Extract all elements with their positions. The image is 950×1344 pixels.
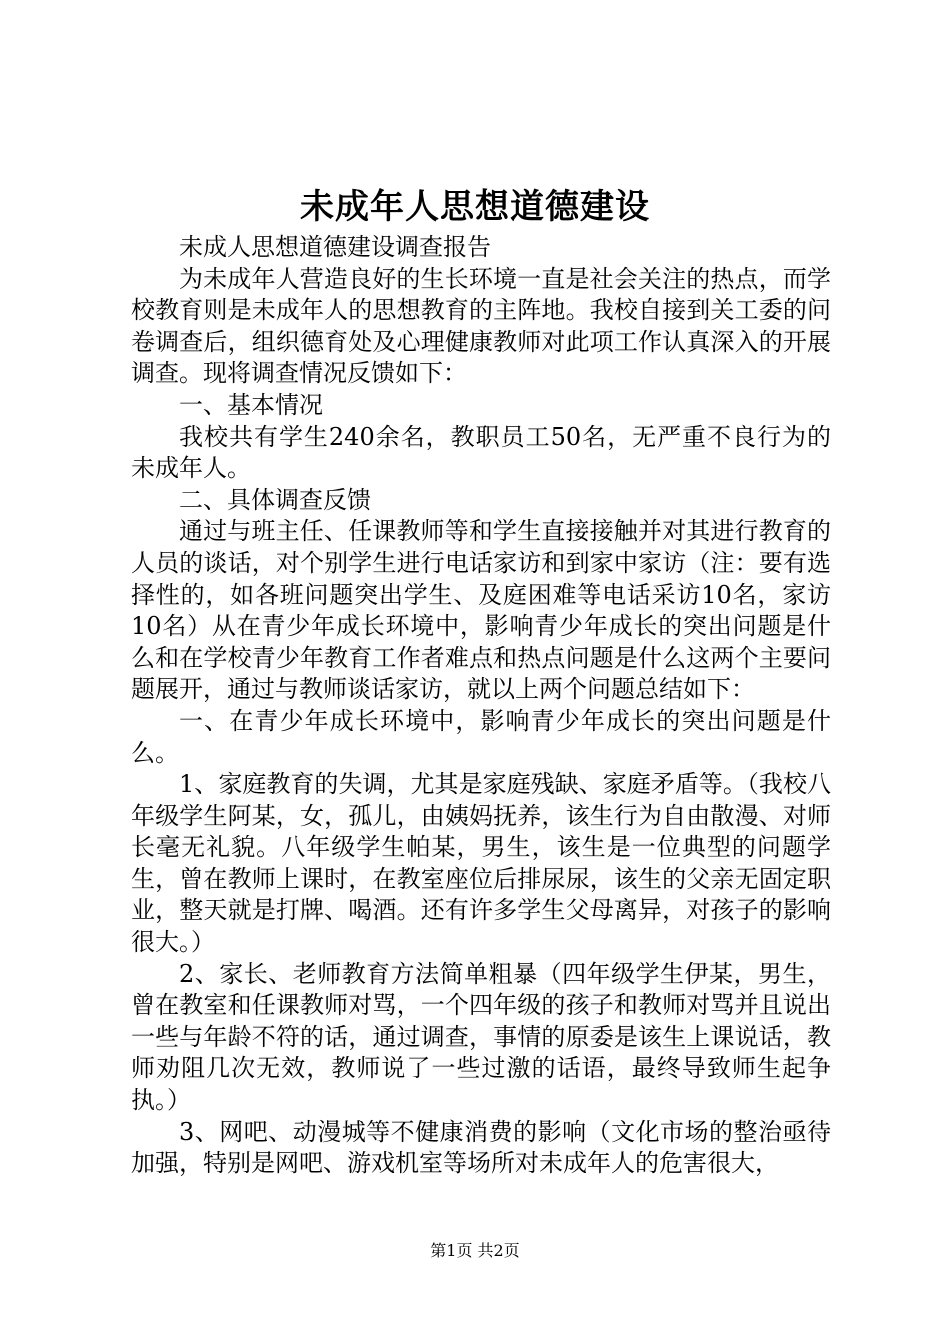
document-body	[131, 232, 831, 1180]
paragraph-intro: 为未成年人营造良好的生长环境一直是社会关注的热点，而学校教育则是未成年人的思想教育的主阵地。我校自接到关工委的问卷调查后，组织德育处及心理健康教师对此项工作认真深入的开展调查。现将调查情况反馈如下：	[131, 264, 831, 388]
subsection-heading-problems: 一、在青少年成长环境中，影响青少年成长的突出问题是什么。	[131, 706, 831, 767]
paragraph-basic-info: 我校共有学生240余名，教职员工50名，无严重不良行为的未成年人。	[131, 422, 831, 483]
document-title: 未成年人思想道德建设	[300, 187, 650, 227]
paragraph-item-2: 2、家长、老师教育方法简单粗暴（四年级学生伊某，男生，曾在教室和任课教师对骂，一个四年级的孩子和教师对骂并且说出一些与年龄不符的话，通过调查，事情的原委是该生上课说话，教师劝阻几次无效，教师说了一些过激的话语，最终导致师生起争执。）	[131, 959, 831, 1115]
page-footer: 第1页 共2页	[430, 1241, 520, 1260]
section-heading-feedback: 二、具体调查反馈	[179, 485, 371, 514]
paragraph-report-heading: 未成人思想道德建设调查报告	[179, 233, 491, 261]
section-heading-basic: 一、基本情况	[179, 390, 323, 419]
paragraph-item-3: 3、网吧、动漫城等不健康消费的影响（文化市场的整治亟待加强，特别是网吧、游戏机室等场所对未成年人的危害很大，	[131, 1117, 831, 1178]
paragraph-item-1: 1、家庭教育的失调，尤其是家庭残缺、家庭矛盾等。（我校八年级学生阿某，女，孤儿，由姨妈抚养，该生行为自由散漫、对师长毫无礼貌。八年级学生帕某，男生，该生是一位典型的问题学生，曾在教师上课时，在教室座位后排尿尿，该生的父亲无固定职业，整天就是打牌、喝酒。还有许多学生父母离异，对孩子的影响很大。）	[131, 770, 831, 957]
paragraph-feedback: 通过与班主任、任课教师等和学生直接接触并对其进行教育的人员的谈话，对个别学生进行电话家访和到家中家访（注：要有选择性的，如各班问题突出学生、及庭困难等电话采访10名，家访10名）从在青少年成长环境中，影响青少年成长的突出问题是什么和在学校青少年教育工作者难点和热点问题是什么这两个主要问题展开，通过与教师谈话家访，就以上两个问题总结如下：	[131, 517, 831, 704]
